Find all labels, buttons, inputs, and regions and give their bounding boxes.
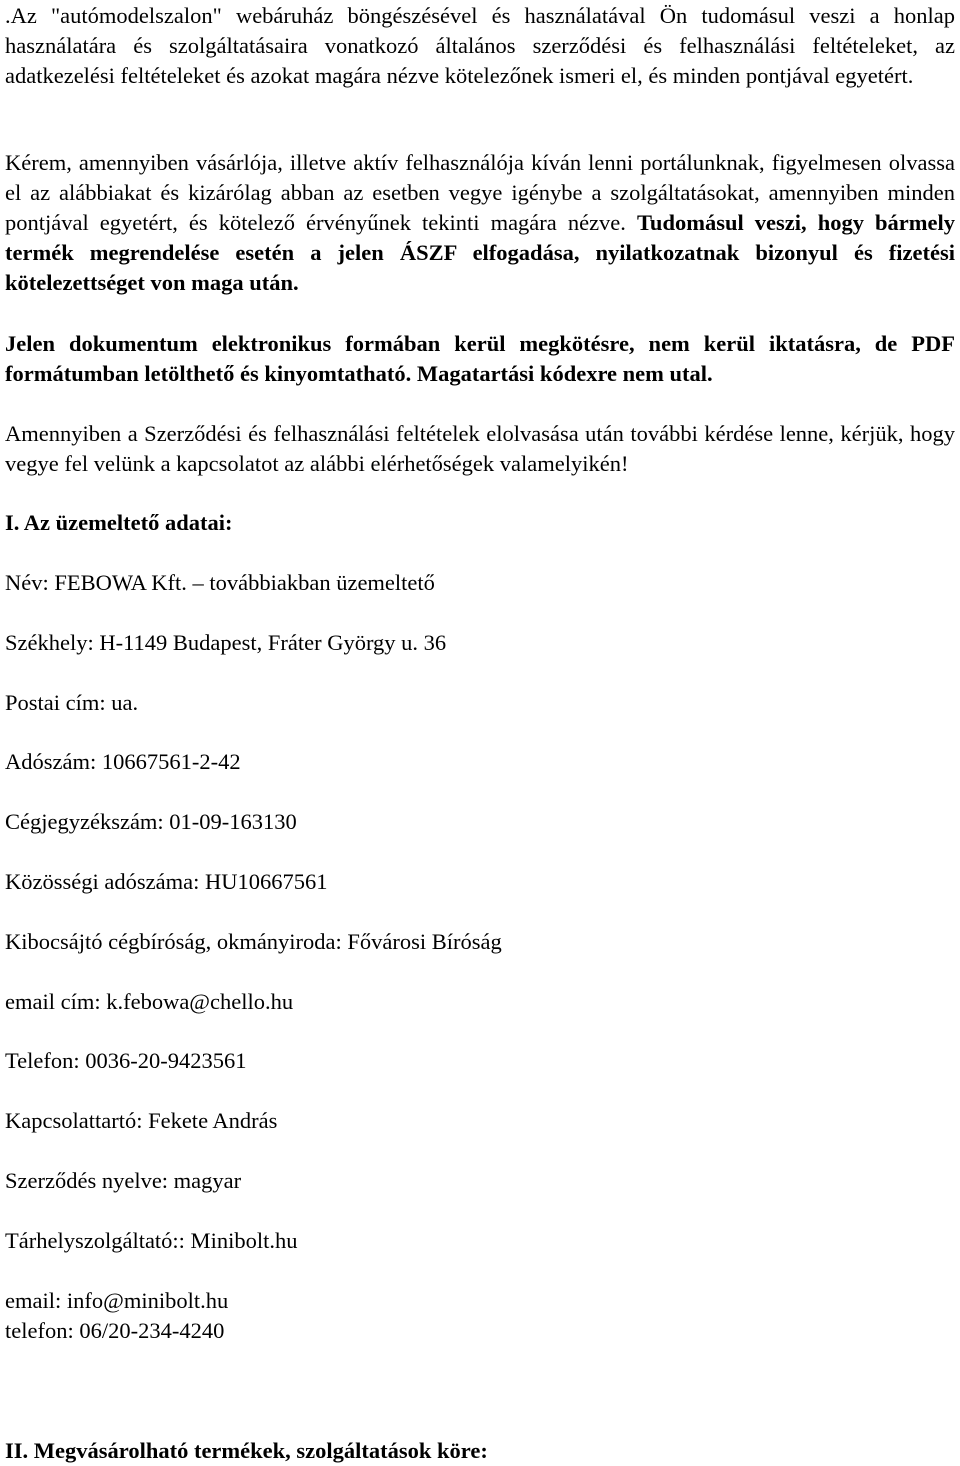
intro-paragraph-4: Amennyiben a Szerződési és felhasználási feltételek elolvasása után további kérdése lenne, kérjük, hogy vegye fel velünk a kapcsolatot az alábbi elérhetőségek valamelyikén! xyxy=(5,421,955,476)
intro-paragraph-3: Jelen dokumentum elektronikus formában kerül megkötésre, nem kerül iktatásra, de PDF formátumban letölthető és kinyomtatható. Magatartási kódexre nem utal. xyxy=(5,331,955,386)
field-company-registration: Cégjegyzékszám: 01-09-163130 xyxy=(5,809,297,834)
field-contact-person: Kapcsolattartó: Fekete András xyxy=(5,1108,278,1133)
section-1-heading: I. Az üzemeltető adatai: xyxy=(5,510,233,535)
field-headquarters: Székhely: H-1149 Budapest, Fráter György u. 36 xyxy=(5,630,447,655)
intro-paragraph-2-bold: Tudomásul veszi, hogy bármely termék megrendelése esetén a jelen ÁSZF elfogadása, nyilatkozatnak bizonyul és fizetési kötelezettséget von maga után. xyxy=(5,210,955,295)
section-2-heading: II. Megvásárolható termékek, szolgáltatások köre: xyxy=(5,1438,488,1463)
field-community-tax-number: Közösségi adószáma: HU10667561 xyxy=(5,869,328,894)
intro-paragraph-1: .Az "autómodelszalon" webáruház böngészésével és használatával Ön tudomásul veszi a honlap használatára és szolgáltatásaira vonatkozó általános szerződési és felhasználási feltételeket, az adatkezelési feltételeket és azokat magára nézve kötelezőnek ismeri el, és minden pontjával egyetért. xyxy=(5,3,955,88)
intro-paragraph-2-text: Kérem, amennyiben vásárlója, illetve aktív felhasználója kíván lenni portálunknak, figyelmesen olvassa el az alábbiakat és kizárólag abban az esetben vegye igénybe a szolgáltatásokat, amennyiben minden pontjával egyetért, és kötelező érvényűnek tekinti magára nézve. xyxy=(5,150,955,235)
field-phone: Telefon: 0036-20-9423561 xyxy=(5,1048,247,1073)
field-postal-address: Postai cím: ua. xyxy=(5,690,139,715)
field-contract-language: Szerződés nyelve: magyar xyxy=(5,1168,242,1193)
field-court: Kibocsájtó cégbíróság, okmányiroda: Fővárosi Bíróság xyxy=(5,929,502,954)
field-hosting-provider: Tárhelyszolgáltató:: Minibolt.hu xyxy=(5,1228,298,1253)
intro-paragraph-2 xyxy=(5,148,955,298)
host-phone: telefon: 06/20-234-4240 xyxy=(5,1318,225,1343)
field-tax-number: Adószám: 10667561-2-42 xyxy=(5,749,241,774)
field-email: email cím: k.febowa@chello.hu xyxy=(5,989,294,1014)
field-name: Név: FEBOWA Kft. – továbbiakban üzemeltető xyxy=(5,570,435,595)
host-email: email: info@minibolt.hu xyxy=(5,1288,229,1313)
